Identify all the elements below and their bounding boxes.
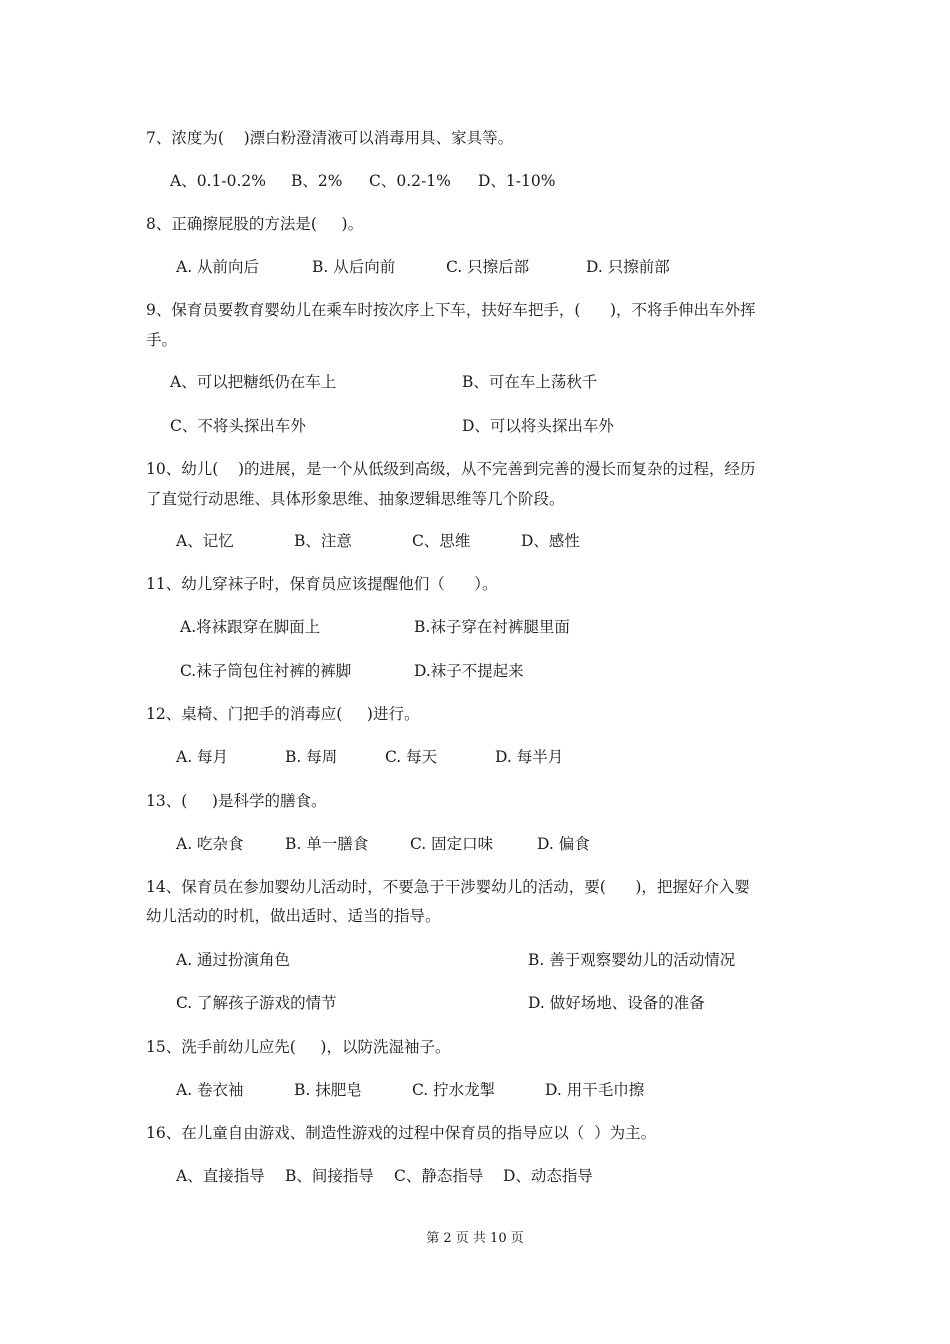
option: A. 每月 [176, 748, 229, 766]
option: C、0.2-1% [369, 172, 451, 190]
option: D、可以将头探出车外 [462, 417, 614, 435]
question-stem: 手。 [146, 331, 178, 349]
page-footer: 第 2 页 共 10 页 [426, 1231, 524, 1246]
option: A、0.1-0.2% [170, 172, 266, 190]
option: D、1-10% [478, 172, 556, 190]
question-stem: 幼儿活动的时机，做出适时、适当的指导。 [146, 907, 441, 925]
option: C、思维 [412, 532, 471, 550]
option: C. 固定口味 [410, 835, 494, 853]
option: D、感性 [521, 532, 580, 550]
option: B.袜子穿在衬裤腿里面 [414, 618, 570, 636]
option: C、不将头探出车外 [170, 417, 306, 435]
option: C. 了解孩子游戏的情节 [176, 994, 337, 1012]
option: A. 通过扮演角色 [176, 951, 291, 969]
option: A. 卷衣袖 [176, 1081, 244, 1099]
option: C. 每天 [385, 748, 438, 766]
option: D. 只擦前部 [586, 258, 670, 276]
option: D. 做好场地、设备的准备 [528, 994, 705, 1012]
option: A. 吃杂食 [176, 835, 244, 853]
option: B. 抹肥皂 [294, 1081, 362, 1099]
option: A.将袜跟穿在脚面上 [180, 618, 321, 636]
option: D.袜子不提起来 [414, 662, 524, 680]
option: B、可在车上荡秋千 [462, 373, 598, 391]
option: C. 拧水龙掣 [412, 1081, 496, 1099]
question-stem: 11、幼儿穿袜子时，保育员应该提醒他们（ ）。 [146, 575, 498, 593]
question-stem: 14、保育员在参加婴幼儿活动时，不要急于干涉婴幼儿的活动，要( )，把握好介入婴 [146, 878, 750, 896]
option: A、记忆 [176, 532, 234, 550]
option: B. 从后向前 [312, 258, 396, 276]
option: A、可以把糖纸仍在车上 [170, 373, 337, 391]
question-stem: 8、正确擦屁股的方法是( )。 [146, 215, 364, 233]
option: B. 每周 [285, 748, 338, 766]
option: B. 单一膳食 [285, 835, 369, 853]
option: D. 偏食 [537, 835, 590, 853]
option: C、静态指导 [394, 1167, 484, 1185]
question-stem: 了直觉行动思维、具体形象思维、抽象逻辑思维等几个阶段。 [146, 490, 565, 508]
option: B、2% [291, 172, 343, 190]
option: B、注意 [294, 532, 352, 550]
option: A、直接指导 [176, 1167, 265, 1185]
question-stem: 7、浓度为( )漂白粉澄清液可以消毒用具、家具等。 [146, 129, 514, 147]
question-stem: 13、( )是科学的膳食。 [146, 792, 327, 810]
question-stem: 16、在儿童自由游戏、制造性游戏的过程中保育员的指导应以（ ）为主。 [146, 1124, 657, 1142]
option: A. 从前向后 [176, 258, 260, 276]
question-stem: 9、保育员要教育婴幼儿在乘车时按次序上下车，扶好车把手，( )，不将手伸出车外挥 [146, 301, 756, 319]
option: C. 只擦后部 [446, 258, 530, 276]
option: C.袜子筒包住衬裤的裤脚 [180, 662, 352, 680]
option: B、间接指导 [285, 1167, 374, 1185]
question-stem: 10、幼儿( )的进展，是一个从低级到高级，从不完善到完善的漫长而复杂的过程，经历 [146, 460, 756, 478]
option: D、动态指导 [503, 1167, 593, 1185]
option: D. 用干毛巾擦 [545, 1081, 645, 1099]
question-stem: 15、洗手前幼儿应先( )，以防洗湿袖子。 [146, 1038, 451, 1056]
option: B. 善于观察婴幼儿的活动情况 [528, 951, 736, 969]
question-stem: 12、桌椅、门把手的消毒应( )进行。 [146, 705, 420, 723]
option: D. 每半月 [495, 748, 564, 766]
